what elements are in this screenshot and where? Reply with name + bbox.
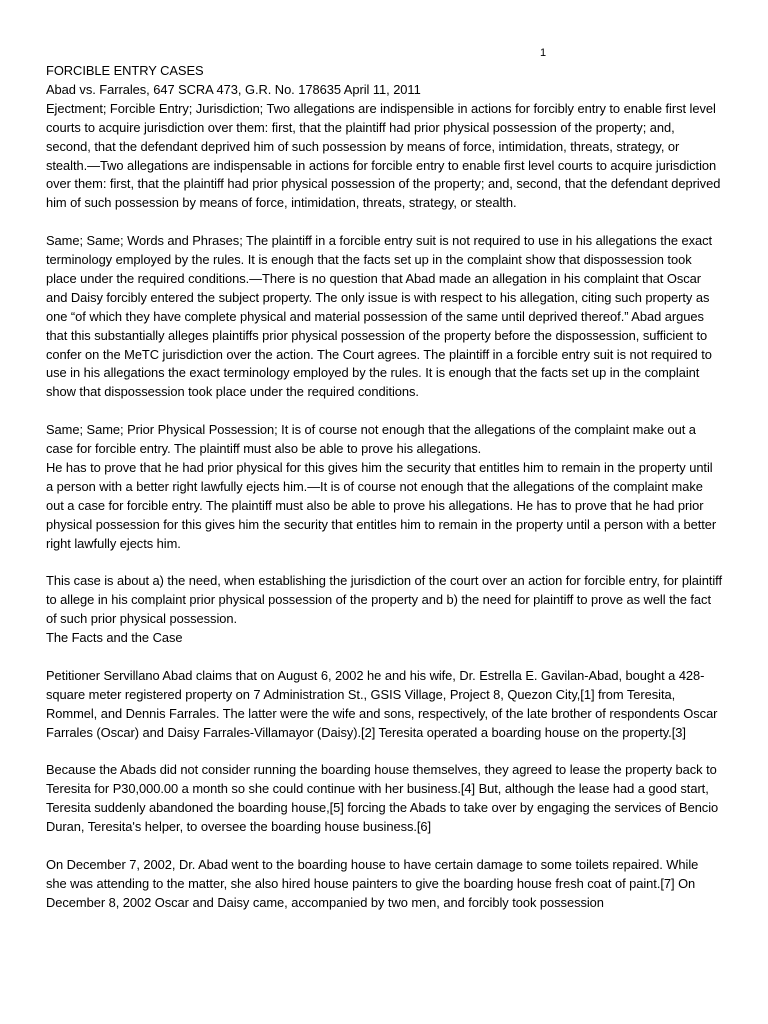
syllabus-paragraph-1: Ejectment; Forcible Entry; Jurisdiction; Two allegations are indispensible in actions for forcibly entry to enable first level courts to acquire jurisdiction over them: first, that the plaintiff had prior physical possession of the property; and, second, that the defendant deprived him of such possession by means of force, intimidation, threats, strategy, or stealth.—Two allegations are indispensable in actions for forcible entry to enable first level courts to acquire jurisdiction over them: first, that the plaintiff had prior physical possession of the property; and, second, that the defendant deprived him of such possession by means of force, intimidation, threats, strategy, or stealth. [46, 100, 721, 211]
facts-paragraph-2: Because the Abads did not consider running the boarding house themselves, they agreed to lease the property back to Teresita for P30,000.00 a month so she could continue with her business.[4] But, although the lease had a good start, Teresita suddenly abandoned the boarding house,[5] forcing the Abads to take over by engaging the services of Bencio Duran, Teresita's helper, to oversee the boarding house business.[6] [46, 762, 719, 835]
syllabus-paragraph-2: Same; Same; Words and Phrases; The plaintiff in a forcible entry suit is not required to use in his allegations the exact terminology employed by the rules. It is enough that the facts set up in the complaint show that dispossession took place under the required conditions.—There is no question that Abad made an allegation in his complaint that Oscar and Daisy forcibly entered the subject property. The only issue is with respect to his allegation, citing such property as one “of which they have complete physical and material possession of the same until deprived thereof.” Abad argues that this substantially alleges plaintiffs prior physical possession of the property before the dispossession, sufficient to confer on the MeTC jurisdiction over the action. The Court agrees. The plaintiff in a forcible entry suit is not required to use in his allegations the exact terminology employed by the rules. It is enough that the facts set up in the complaint show that dispossession took place under the required conditions. [46, 233, 713, 400]
case-citation: Abad vs. Farrales, 647 SCRA 473, G.R. No. 178635 April 11, 2011 [46, 81, 421, 97]
facts-heading: The Facts and the Case [46, 630, 183, 646]
page-number: 1 [540, 47, 547, 59]
syllabus-paragraph-3b: He has to prove that he had prior physical for this gives him the security that entitles him to remain in the property until a person with a better right lawfully ejects him.—It is of course not enough that the allegations of the complaint make out a case for forcible entry. The plaintiff must also be able to prove his allegations. He has to prove that he had prior physical possession for this gives him the security that entitles him to remain in the property until a person with a better right lawfully ejects him. [46, 460, 717, 551]
syllabus-paragraph-3a: Same; Same; Prior Physical Possession; It is of course not enough that the allegations of the complaint make out a case for forcible entry. The plaintiff must also be able to prove his allegations. [46, 422, 696, 457]
case-about-paragraph: This case is about a) the need, when establishing the jurisdiction of the court over an action for forcible entry, for plaintiff to allege in his complaint prior physical possession of the property and b) the need for plaintiff to prove as well the fact of such prior physical possession. [46, 573, 722, 627]
facts-paragraph-3: On December 7, 2002, Dr. Abad went to the boarding house to have certain damage to some toilets repaired. While she was attending to the matter, she also hired house painters to give the boarding house fresh coat of paint.[7] On December 8, 2002 Oscar and Daisy came, accompanied by two men, and forcibly took possession [46, 856, 699, 910]
facts-paragraph-1: Petitioner Servillano Abad claims that on August 6, 2002 he and his wife, Dr. Estrella E. Gavilan-Abad, bought a 428-square meter registered property on 7 Administration St., GSIS Village, Project 8, Quezon City,[1] from Teresita, Rommel, and Dennis Farrales. The latter were the wife and sons, respectively, of the late brother of respondents Oscar Farrales (Oscar) and Daisy Farrales-Villamayor (Daisy).[2] Teresita operated a boarding house on the property.[3] [46, 667, 718, 740]
document-heading: FORCIBLE ENTRY CASES [46, 63, 204, 78]
document-body [46, 62, 722, 913]
